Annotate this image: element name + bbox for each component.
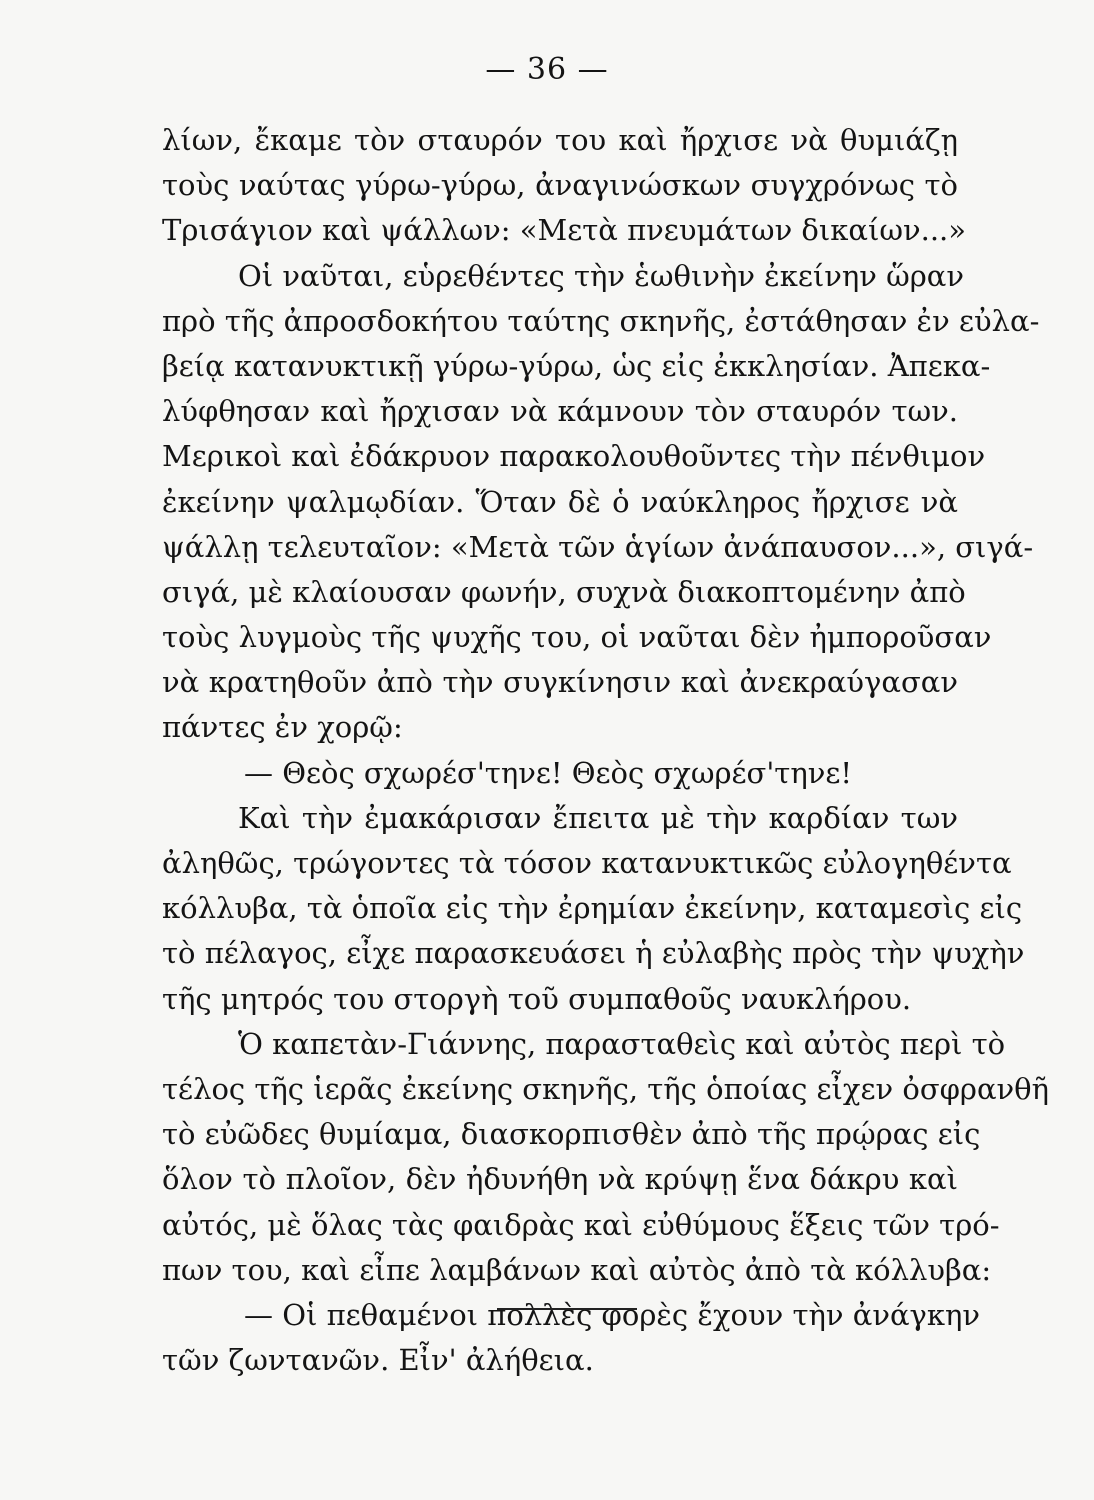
text-line: Ὁ καπετὰν-Γιάννης, παρασταθεὶς καὶ αὐτὸς περὶ τὸ (238, 1026, 1006, 1061)
body-text (162, 118, 1050, 1383)
text-line: Μερικοὶ καὶ ἐδάκρυον παρακολουθοῦντες τὴν πένθιμον (162, 439, 986, 474)
text-line: βείᾳ κατανυκτικῇ γύρω-γύρω, ὡς εἰς ἐκκλησίαν. Ἀπεκα- (162, 348, 991, 383)
text-line: ἐκείνην ψαλμῳδίαν. Ὅταν δὲ ὁ ναύκληρος ἤρχισε νὰ (162, 484, 958, 519)
text-line: αὐτός, μὲ ὅλας τὰς φαιδρὰς καὶ εὐθύμους ἕξεις τῶν τρό- (162, 1207, 1000, 1242)
text-line: πάντες ἐν χορῷ: (162, 710, 403, 745)
text-line: Οἱ ναῦται, εὑρεθέντες τὴν ἑωθινὴν ἐκείνην ὥραν (238, 258, 965, 293)
text-line: πρὸ τῆς ἀπροσδοκήτου ταύτης σκηνῆς, ἐστάθησαν ἐν εὐλα- (162, 303, 1040, 338)
text-line: ψάλλῃ τελευταῖον: «Μετὰ τῶν ἁγίων ἀνάπαυσον...», σιγά- (162, 529, 1034, 564)
page-number: — 36 — (485, 52, 609, 87)
text-line: τοὺς λυγμοὺς τῆς ψυχῆς του, οἱ ναῦται δὲν ἠμποροῦσαν (162, 620, 992, 655)
text-line: λίων, ἔκαμε τὸν σταυρόν του καὶ ἤρχισε νὰ θυμιάζῃ (162, 123, 958, 157)
text-line: πων του, καὶ εἶπε λαμβάνων καὶ αὐτὸς ἀπὸ τὰ κόλλυβα: (162, 1252, 992, 1287)
text-line: λύφθησαν καὶ ἤρχισαν νὰ κάμνουν τὸν σταυρόν των. (162, 394, 958, 429)
text-line: τῆς μητρός του στοργὴ τοῦ συμπαθοῦς ναυκλήρου. (162, 981, 912, 1016)
text-line: κόλλυβα, τὰ ὁποῖα εἰς τὴν ἐρημίαν ἐκείνην, καταμεσὶς εἰς (162, 891, 1023, 926)
text-line: νὰ κρατηθοῦν ἀπὸ τὴν συγκίνησιν καὶ ἀνεκραύγασαν (162, 665, 958, 700)
text-line: — Θεὸς σχωρέσ'τηνε! Θεὸς σχωρέσ'τηνε! (244, 755, 853, 790)
text-line: — Οἱ πεθαμένοι πολλὲς φορὲς ἔχουν τὴν ἀνάγκην (244, 1297, 980, 1332)
text-line: ὅλον τὸ πλοῖον, δὲν ἠδυνήθη νὰ κρύψῃ ἕνα δάκρυ καὶ (162, 1162, 958, 1197)
text-line: ἀληθῶς, τρώγοντες τὰ τόσον κατανυκτικῶς εὐλογηθέντα (162, 846, 1012, 880)
text-line: Τρισάγιον καὶ ψάλλων: «Μετὰ πνευμάτων δικαίων...» (162, 213, 966, 248)
text-line: τὸ πέλαγος, εἶχε παρασκευάσει ἡ εὐλαβὴς πρὸς τὴν ψυχὴν (162, 936, 1025, 971)
text-line: τέλος τῆς ἱερᾶς ἐκείνης σκηνῆς, τῆς ὁποίας εἶχεν ὀσφρανθῆ (162, 1071, 1050, 1106)
text-line: Καὶ τὴν ἐμακάρισαν ἔπειτα μὲ τὴν καρδίαν των (238, 800, 958, 835)
text-line: σιγά, μὲ κλαίουσαν φωνήν, συχνὰ διακοπτομένην ἀπὸ (162, 574, 966, 609)
text-line: τὸ εὐῶδες θυμίαμα, διασκορπισθὲν ἀπὸ τῆς πρῴρας εἰς (162, 1117, 981, 1152)
text-line: τοὺς ναύτας γύρω-γύρω, ἀναγινώσκων συγχρόνως τὸ (162, 168, 958, 203)
end-divider (497, 1308, 637, 1310)
text-line: τῶν ζωντανῶν. Εἶν' ἀλήθεια. (162, 1343, 594, 1378)
